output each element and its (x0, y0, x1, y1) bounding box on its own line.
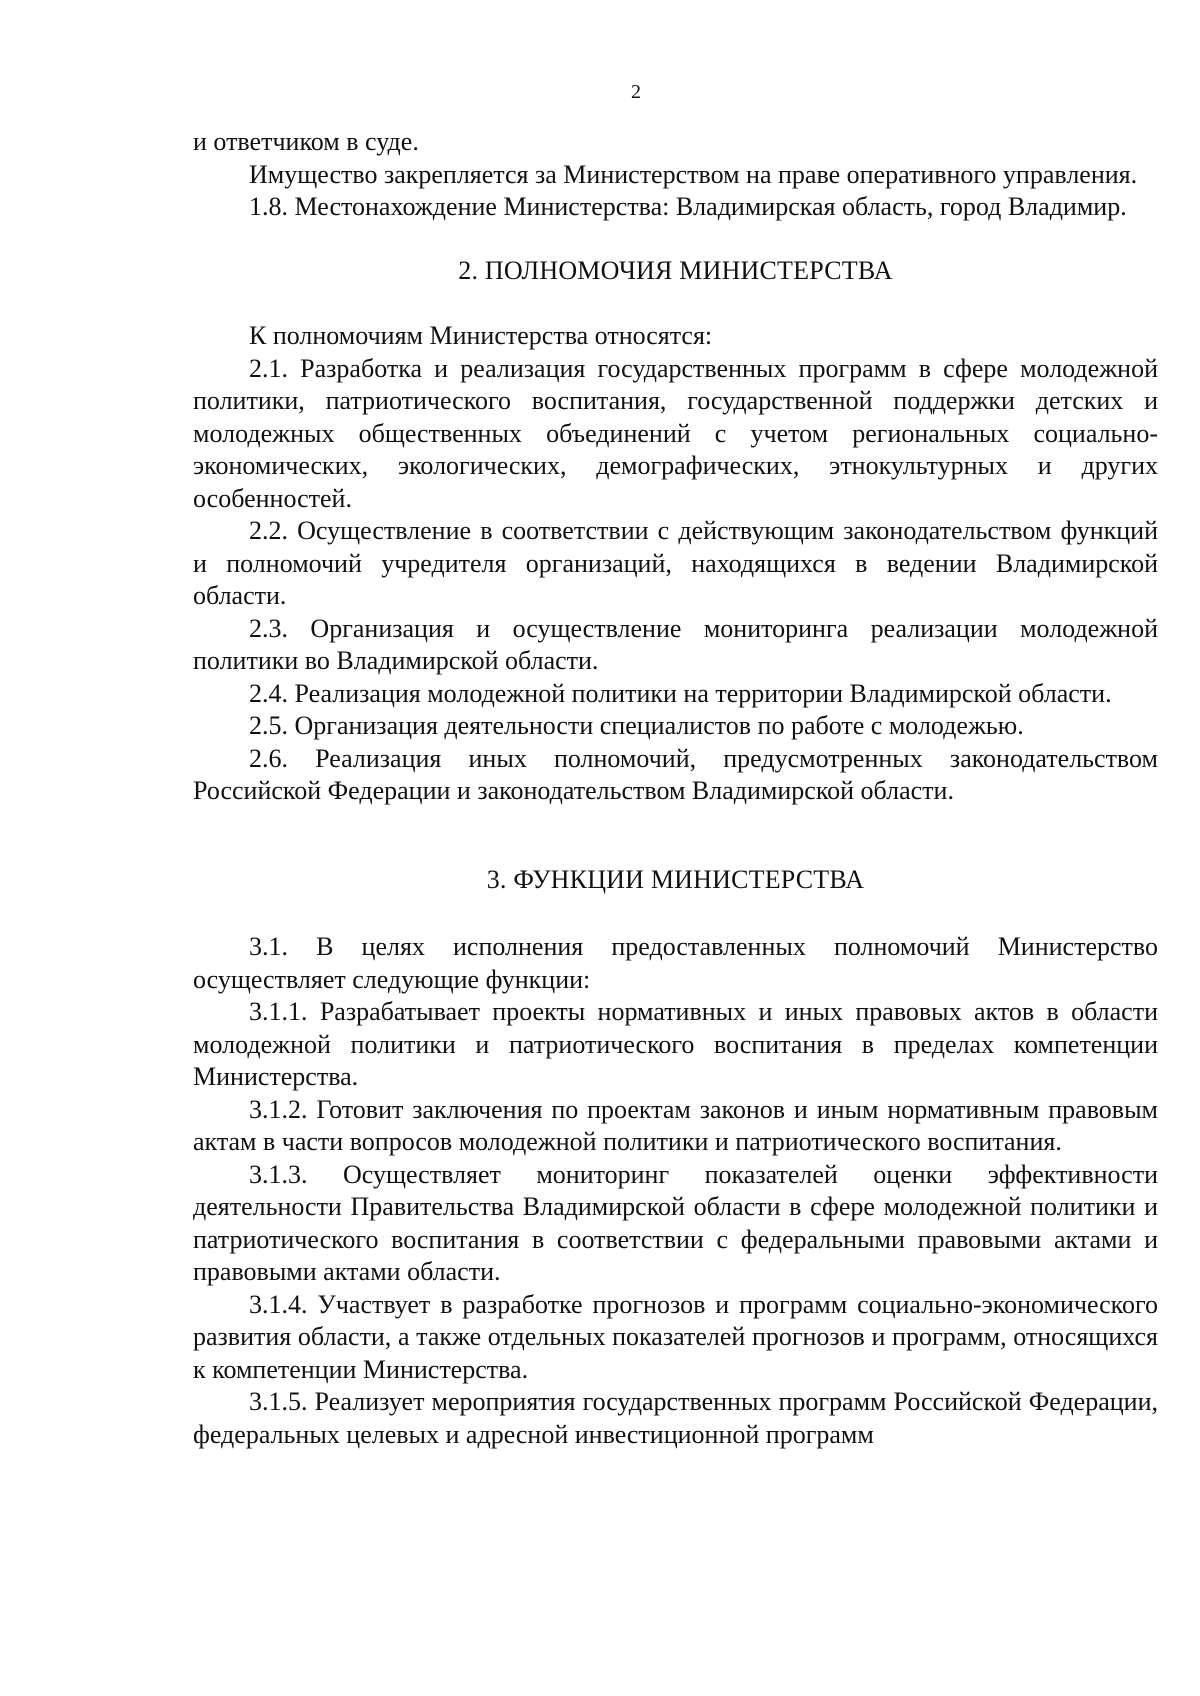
item-3-1-4: 3.1.4. Участвует в разработке прогнозов и программ социально-экономического развития области, а также отдельных показателей прогнозов и программ, относящихся к компетенции Министерства. (193, 1289, 1158, 1384)
item-2-5: 2.5. Организация деятельности специалистов по работе с молодежью. (249, 711, 1024, 740)
page-number: 2 (631, 81, 641, 103)
item-2-6: 2.6. Реализация иных полномочий, предусмотренных законодательством Российской Федерации и законодательством Владимирской области. (193, 743, 1158, 805)
paragraph-property: Имущество закрепляется за Министерством на праве оперативного управления. (249, 159, 1138, 189)
paragraph-continuation: и ответчиком в суде. (193, 127, 419, 156)
document-body (193, 126, 1158, 1451)
item-3-1-5: 3.1.5. Реализует мероприятия государственных программ Российской Федерации, федеральных целевых и адресной инвестиционной программ (193, 1387, 1158, 1449)
item-2-1: 2.1. Разработка и реализация государственных программ в сфере молодежной политики, патриотического воспитания, государственной поддержки детских и молодежных общественных объединений с учетом региональных социально-экономических, экологических, демографических, этнокультурных и других особенностей. (193, 353, 1158, 513)
section-3-heading: 3. ФУНКЦИИ МИНИСТЕРСТВА (486, 864, 865, 894)
item-2-2: 2.2. Осуществление в соответствии с действующим законодательством функций и полномочий учредителя организаций, находящихся в ведении Владимирской области. (193, 516, 1158, 610)
item-2-4: 2.4. Реализация молодежной политики на территории Владимирской области. (249, 678, 1112, 708)
item-3-1: 3.1. В целях исполнения предоставленных полномочий Министерство осуществляет следующие функции: (193, 932, 1158, 994)
item-3-1-2: 3.1.2. Готовит заключения по проектам законов и иным нормативным правовым актам в части вопросов молодежной политики и патриотического воспитания. (193, 1094, 1158, 1156)
section-2-intro: К полномочиям Министерства относятся: (249, 321, 713, 350)
section-2-heading: 2. ПОЛНОМОЧИЯ МИНИСТЕРСТВА (458, 255, 893, 285)
paragraph-1-8-location: 1.8. Местонахождение Министерства: Владимирская область, город Владимир. (249, 192, 1127, 221)
item-3-1-3: 3.1.3. Осуществляет мониторинг показателей оценки эффективности деятельности Правительства Владимирской области в сфере молодежной политики и патриотического воспитания в соответствии с федеральными правовыми актами и правовыми актами области. (193, 1159, 1158, 1286)
item-3-1-1: 3.1.1. Разрабатывает проекты нормативных и иных правовых актов в области молодежной политики и патриотического воспитания в пределах компетенции Министерства. (193, 997, 1158, 1091)
item-2-3: 2.3. Организация и осуществление мониторинга реализации молодежной политики во Владимирской области. (193, 613, 1158, 675)
